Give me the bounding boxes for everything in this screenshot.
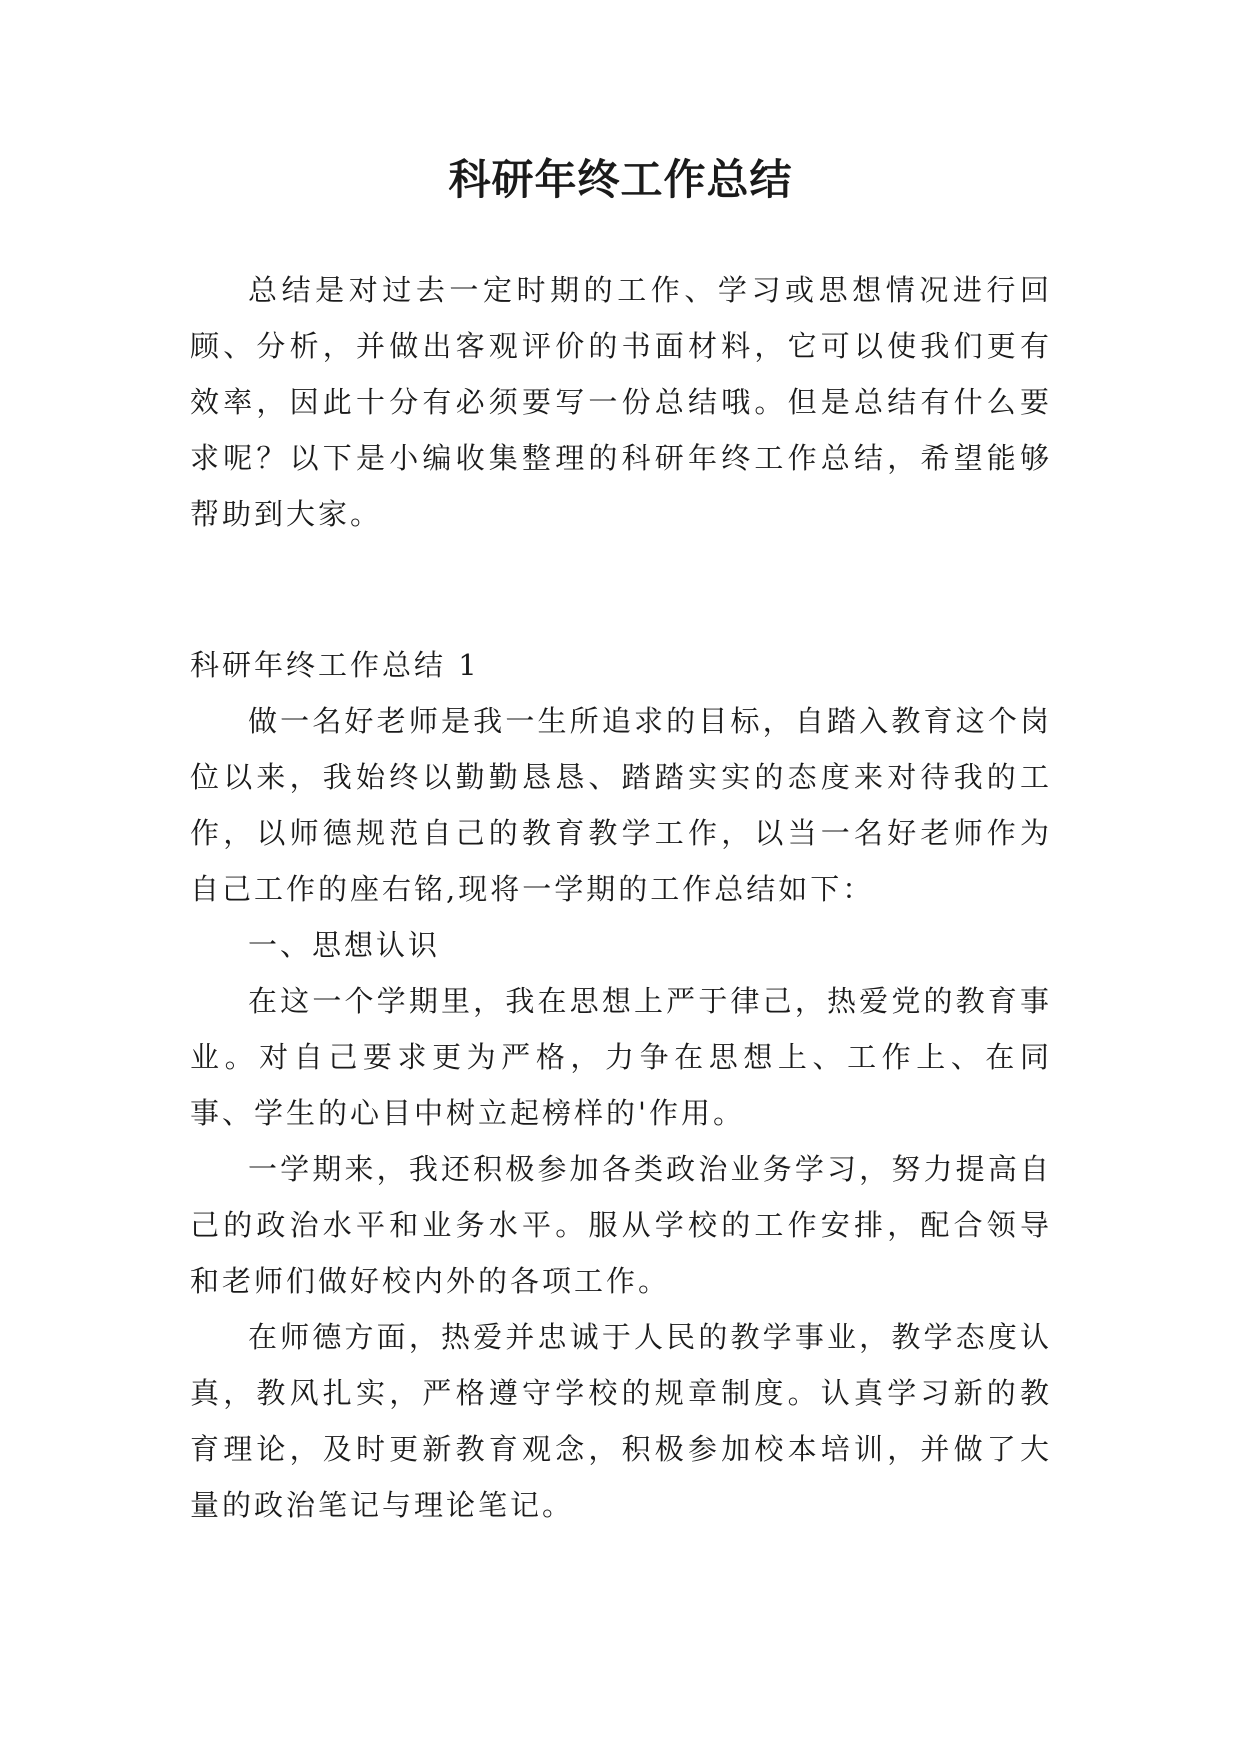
main-section (190, 637, 1052, 1533)
intro-paragraph: 总结是对过去一定时期的工作、学习或思想情况进行回顾、分析，并做出客观评价的书面材料，它可以使我们更有效率，因此十分有必须要写一份总结哦。但是总结有什么要求呢？以下是小编收集整理的科研年终工作总结，希望能够帮助到大家。 (190, 273, 1052, 531)
body-paragraph: 一学期来，我还积极参加各类政治业务学习，努力提高自己的政治水平和业务水平。服从学校的工作安排，配合领导和老师们做好校内外的各项工作。 (190, 1152, 1052, 1298)
body-paragraph: 在这一个学期里，我在思想上严于律己，热爱党的教育事业。对自己要求更为严格，力争在思想上、工作上、在同事、学生的心目中树立起榜样的'作用。 (190, 984, 1052, 1130)
intro-section (190, 262, 1052, 542)
body-paragraph: 做一名好老师是我一生所追求的目标，自踏入教育这个岗位以来，我始终以勤勤恳恳、踏踏实实的态度来对待我的工作，以师德规范自己的教育教学工作，以当一名好老师作为自己工作的座右铭,现将一学期的工作总结如下： (190, 704, 1052, 906)
subsection-heading: 一、思想认识 (248, 928, 441, 962)
page-title: 科研年终工作总结 (448, 155, 793, 204)
body-paragraph: 在师德方面，热爱并忠诚于人民的教学事业，教学态度认真，教风扎实，严格遵守学校的规章制度。认真学习新的教育理论，及时更新教育观念，积极参加校本培训，并做了大量的政治笔记与理论笔记。 (190, 1320, 1052, 1522)
section-heading: 科研年终工作总结 1 (190, 648, 480, 682)
